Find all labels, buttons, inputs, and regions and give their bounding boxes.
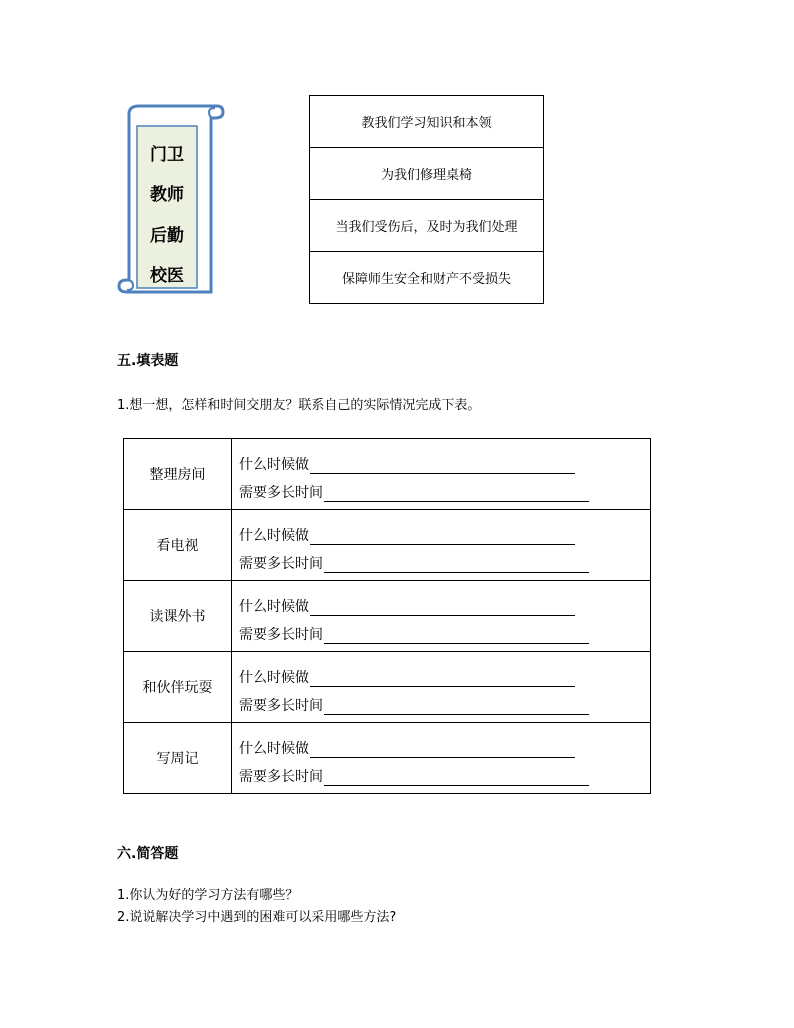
table-row: [124, 652, 651, 723]
when-label: 什么时候做: [239, 528, 309, 544]
table-row: [124, 723, 651, 794]
answer-cell: [232, 439, 651, 510]
role-teacher: 教师: [150, 185, 184, 205]
when-blank[interactable]: [310, 739, 575, 758]
table-row: [124, 581, 651, 652]
duration-blank[interactable]: [324, 483, 589, 502]
answer-cell: [232, 652, 651, 723]
duration-blank[interactable]: [324, 767, 589, 786]
answer-cell: [232, 581, 651, 652]
duty-cell: 为我们修理桌椅: [310, 148, 544, 200]
role-school-doctor: 校医: [150, 266, 184, 286]
activity-cell: 整理房间: [124, 439, 232, 510]
duration-blank[interactable]: [324, 554, 589, 573]
activity-cell: 看电视: [124, 510, 232, 581]
section-6-question-1: 1.你认为好的学习方法有哪些？: [117, 888, 299, 903]
duty-cell: 保障师生安全和财产不受损失: [310, 252, 544, 304]
answer-cell: [232, 510, 651, 581]
duties-table: [309, 95, 544, 304]
duration-label: 需要多长时间: [239, 556, 323, 572]
duration-label: 需要多长时间: [239, 769, 323, 785]
when-label: 什么时候做: [239, 457, 309, 473]
duration-label: 需要多长时间: [239, 627, 323, 643]
duty-cell: 教我们学习知识和本领: [310, 96, 544, 148]
activity-cell: 和伙伴玩耍: [124, 652, 232, 723]
when-blank[interactable]: [310, 597, 575, 616]
role-gatekeeper: 门卫: [150, 145, 184, 165]
role-logistics: 后勤: [150, 226, 184, 246]
duration-blank[interactable]: [324, 625, 589, 644]
duty-cell: 当我们受伤后，及时为我们处理: [310, 200, 544, 252]
roles-scroll: [115, 104, 225, 296]
section-5-question: 1.想一想，怎样和时间交朋友？联系自己的实际情况完成下表。: [117, 398, 481, 413]
duration-blank[interactable]: [324, 696, 589, 715]
when-label: 什么时候做: [239, 670, 309, 686]
when-label: 什么时候做: [239, 599, 309, 615]
when-blank[interactable]: [310, 668, 575, 687]
table-row: [124, 439, 651, 510]
answer-cell: [232, 723, 651, 794]
duration-label: 需要多长时间: [239, 698, 323, 714]
duration-label: 需要多长时间: [239, 485, 323, 501]
section-5-title: 五.填表题: [117, 353, 179, 369]
activity-cell: 读课外书: [124, 581, 232, 652]
when-blank[interactable]: [310, 526, 575, 545]
when-label: 什么时候做: [239, 741, 309, 757]
table-row: [124, 510, 651, 581]
when-blank[interactable]: [310, 455, 575, 474]
section-6-title: 六.简答题: [117, 846, 179, 862]
section-6-question-2: 2.说说解决学习中遇到的困难可以采用哪些方法?: [117, 910, 397, 925]
activity-cell: 写周记: [124, 723, 232, 794]
time-fill-table: [123, 438, 651, 794]
